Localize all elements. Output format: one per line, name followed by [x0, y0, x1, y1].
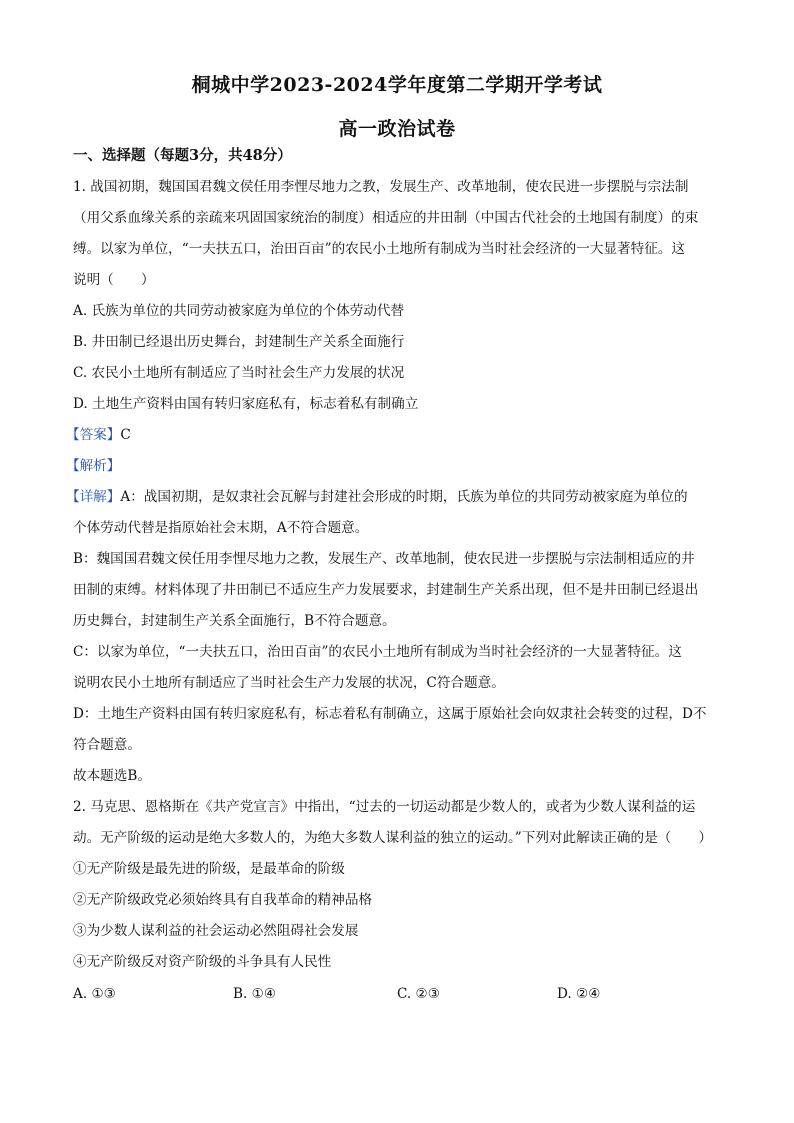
q1-detail-line: 符合题意。 [73, 737, 141, 753]
q1-stem-line: （用父系血缘关系的亲疏来巩固国家统治的制度）相适应的井田制（中国古代社会的土地国有制度）的束 [73, 210, 699, 226]
detail-text: A：战国初期，是奴隶社会瓦解与封建社会形成的时期，氏族为单位的共同劳动被家庭为单位的 [120, 489, 688, 505]
q1-stem-line: 说明（ ） [73, 272, 155, 288]
exam-subtitle: 高一政治试卷 [338, 118, 456, 140]
q1-detail-line: 说明农民小土地所有制适应了当时社会生产力发展的状况，C符合题意。 [73, 675, 505, 691]
q1-option-b: B. 井田制已经退出历史舞台，封建制生产关系全面施行 [73, 334, 405, 350]
exam-title: 桐城中学2023-2024学年度第二学期开学考试 [191, 74, 603, 96]
q1-detail-line: 历史舞台，封建制生产关系全面施行，B不符合题意。 [73, 613, 396, 629]
q1-stem-line: 1. 战国初期，魏国国君魏文侯任用李悝尽地力之教，发展生产、改革地制，使农民进一步摆脱与宗法制 [73, 179, 689, 195]
q2-choice-a: A. ①③ [73, 986, 116, 1002]
q2-choice-d: D. ②④ [557, 986, 601, 1002]
section-heading: 一、选择题（每题3分，共48分） [73, 147, 292, 164]
q2-statement: ②无产阶级政党必须始终具有自我革命的精神品格 [73, 892, 373, 908]
q1-option-d: D. 土地生产资料由国有转归家庭私有，标志着私有制确立 [73, 396, 419, 412]
q2-choice-c: C. ②③ [397, 986, 440, 1002]
q1-detail-line: D：土地生产资料由国有转归家庭私有，标志着私有制确立，这属于原始社会向奴隶社会转变的过程，D不 [73, 706, 707, 722]
detail-tag: 【详解】 [66, 489, 121, 505]
q2-stem-line: 2. 马克思、恩格斯在《共产党宣言》中指出，“过去的一切运动都是少数人的，或者为少数人谋利益的运 [73, 799, 696, 815]
q1-conclusion: 故本题选B。 [73, 768, 151, 784]
q1-option-c: C. 农民小土地所有制适应了当时社会生产力发展的状况 [73, 365, 405, 381]
q1-detail-line: C：以家为单位，“一夫扶五口，治田百亩”的农民小土地所有制成为当时社会经济的一大显著特征。这 [73, 644, 682, 660]
q1-detail-line: 田制的束缚。材料体现了井田制已不适应生产力发展要求，封建制生产关系出现，但不是井田制已经退出 [73, 582, 699, 598]
analysis-tag: 【解析】 [66, 458, 121, 474]
q1-answer [66, 426, 726, 444]
q1-option-a: A. 氏族为单位的共同劳动被家庭为单位的个体劳动代替 [73, 303, 405, 319]
q1-detail-line: 个体劳动代替是指原始社会末期，A不符合题意。 [73, 520, 369, 536]
q1-detail-line: B：魏国国君魏文侯任用李悝尽地力之教，发展生产、改革地制，使农民进一步摆脱与宗法制相适应的井 [73, 551, 695, 567]
q2-statement: ③为少数人谋利益的社会运动必然阻碍社会发展 [73, 923, 359, 939]
q1-detail-line [66, 488, 726, 506]
q1-stem-line: 缚。以家为单位，“一夫扶五口，治田百亩”的农民小土地所有制成为当时社会经济的一大显著特征。这 [73, 241, 686, 257]
q2-statement: ①无产阶级是最先进的阶级，是最革命的阶级 [73, 861, 345, 877]
q2-choice-b: B. ①④ [233, 986, 277, 1002]
answer-value: C [120, 427, 131, 443]
q2-statement: ④无产阶级反对资产阶级的斗争具有人民性 [73, 954, 332, 970]
answer-tag: 【答案】 [66, 427, 121, 443]
q2-stem-line: 动。无产阶级的运动是绝大多数人的，为绝大多数人谋利益的独立的运动。”下列对此解读正确的是（ ） [73, 830, 713, 846]
